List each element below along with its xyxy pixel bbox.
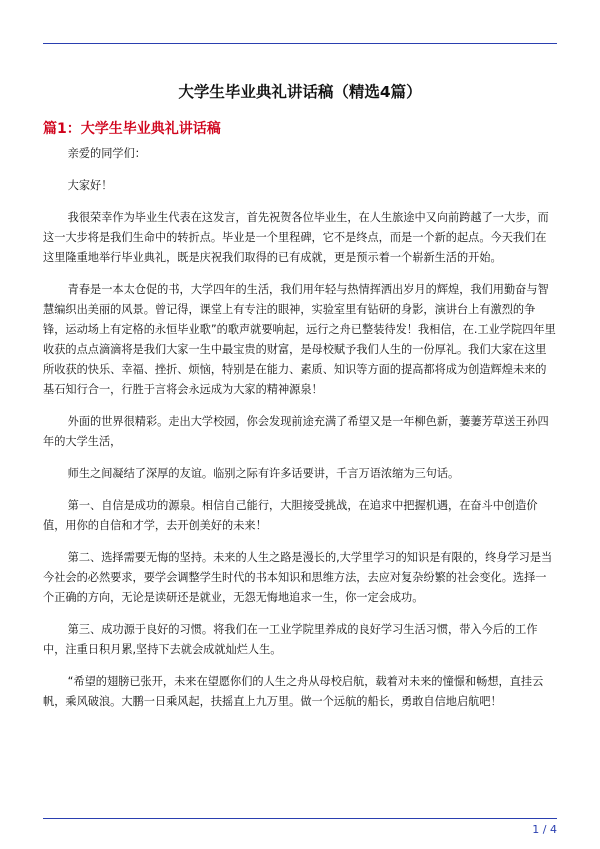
paragraph: 大家好！ <box>67 179 113 192</box>
footer-rule <box>43 818 557 819</box>
document-title: 大学生毕业典礼讲话稿（精选4篇） <box>178 83 422 101</box>
paragraph: 外面的世界很精彩。走出大学校园，你会发现前途充满了希望又是一年柳色新，萋萋芳草送王孙四年的大学生活， <box>43 415 549 448</box>
paragraph: 师生之间凝结了深厚的友谊。临别之际有许多话要讲，千言万语浓缩为三句话。 <box>67 467 460 480</box>
header-rule <box>43 43 557 44</box>
document-body <box>43 144 557 724</box>
page-indicator: 1 / 4 <box>532 823 557 836</box>
paragraph: 青春是一本太仓促的书，大学四年的生活，我们用年轻与热情挥洒出岁月的辉煌，我们用勤奋与智慧编织出美丽的风景。曾记得，课堂上有专注的眼神，实验室里有钻研的身影，演讲台上有激烈的争锋，运动场上有定格的永恒毕业歌”的歌声就要响起，远行之舟已整装待发！我相信，在.工业学院四年里收获的点点滴滴将是我们大家一生中最宝贵的财富，是母校赋予我们人生的一份厚礼。我们大家在这里所收获的快乐、幸福、挫折、烦恼，特别是在能力、素质、知识等方面的提高都将成为创造辉煌未来的基石知行合一，行胜于言将会永远成为大家的精神源泉！ <box>43 283 556 396</box>
paragraph: “希望的翅膀已张开，未来在望愿你们的人生之舟从母校启航，载着对未来的憧憬和畅想，直挂云帆，乘风破浪。大鹏一日乘风起，扶摇直上九万里。做一个远航的船长，勇敢自信地启航吧！ <box>43 675 544 708</box>
paragraph: 我很荣幸作为毕业生代表在这发言，首先祝贺各位毕业生，在人生旅途中又向前跨越了一大步，而这一大步将是我们生命中的转折点。毕业是一个里程碑，它不是终点，而是一个新的起点。今天我们在这里隆重地举行毕业典礼，既是庆祝我们取得的已有成就，更是预示着一个崭新生活的开始。 <box>43 211 549 264</box>
paragraph: 第一、自信是成功的源泉。相信自己能行，大胆接受挑战，在追求中把握机遇，在奋斗中创造价值，用你的自信和才学，去开创美好的未来！ <box>43 499 538 532</box>
paragraph: 第二、选择需要无悔的坚持。未来的人生之路是漫长的,大学里学习的知识是有限的，终身学习是当今社会的必然要求，要学会调整学生时代的书本知识和思维方法，去应对复杂纷繁的社会变化。选择一个正确的方向，无论是读研还是就业，无怨无悔地追求一生，你一定会成功。 <box>43 551 553 604</box>
paragraph: 亲爱的同学们： <box>67 147 146 160</box>
paragraph: 第三、成功源于良好的习惯。将我们在一工业学院里养成的良好学习生活习惯，带入今后的工作中，注重日积月累,坚持下去就会成就灿烂人生。 <box>43 623 538 656</box>
section-heading: 篇1：大学生毕业典礼讲话稿 <box>43 121 221 137</box>
